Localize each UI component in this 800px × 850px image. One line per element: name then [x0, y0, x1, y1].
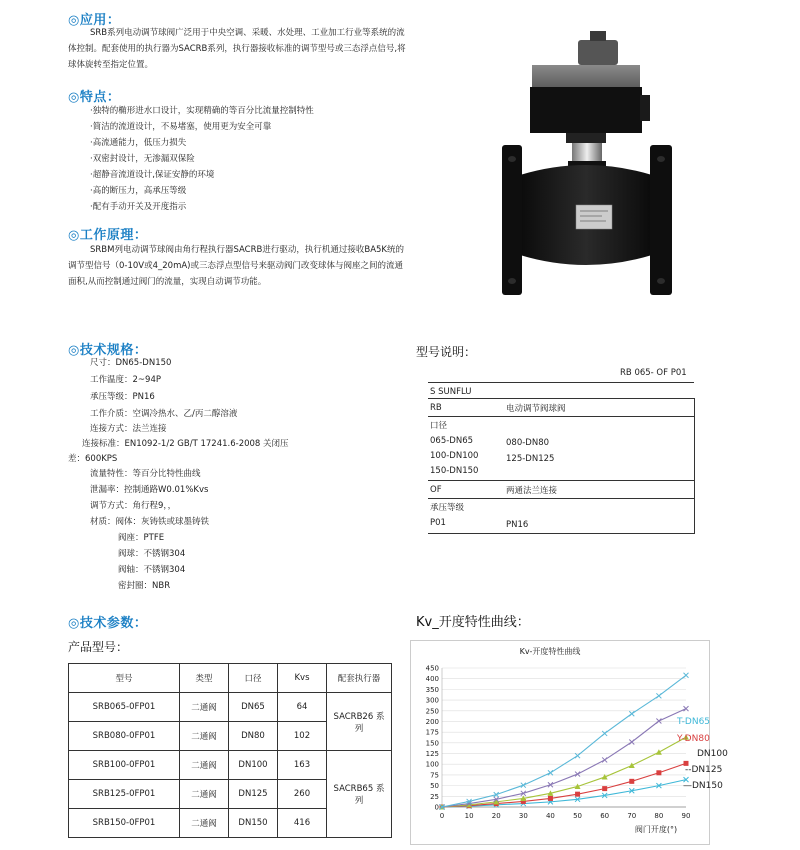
y-tick-label: 75	[430, 771, 439, 780]
kv-section-title: Kv_开度特性曲线：	[416, 615, 530, 630]
table-row	[69, 751, 392, 780]
spec-line: 泄漏率：控制通路W0.01%Kvs	[90, 485, 209, 495]
data-point	[575, 792, 580, 797]
spec-line: 阀球：不锈钢304	[118, 549, 186, 559]
model-desc-right	[506, 435, 554, 467]
header-actuator: 配套执行器	[327, 664, 392, 693]
y-tick-label: 125	[425, 750, 439, 759]
spec-line: 承压等级：PN16	[90, 392, 155, 402]
model-desc-code: 口径	[430, 421, 448, 431]
cell-type: 二通阀	[180, 809, 229, 838]
feature-item: ·配有手动开关及开度指示	[90, 202, 187, 212]
model-code: RB 065- OF P01	[620, 368, 687, 378]
legend-marker: —	[683, 781, 692, 791]
model-desc-code: RB	[430, 403, 442, 413]
left-flange	[502, 145, 522, 295]
model-desc-code: OF	[430, 485, 442, 495]
cell-size: DN100	[229, 751, 278, 780]
spec-line: 连接标准：EN1092-1/2 GB/T 17241.6-2008 关闭压	[82, 439, 289, 449]
spec-line: 连接方式：法兰连接	[90, 424, 167, 434]
kv-chart	[410, 640, 710, 845]
table-row	[69, 693, 392, 722]
y-tick-label: 50	[430, 782, 439, 791]
legend-item	[685, 765, 722, 775]
legend-label: T-DN65	[677, 717, 711, 727]
cell-size: DN65	[229, 693, 278, 722]
feature-item: ·高的断压力，高承压等级	[90, 186, 187, 196]
model-desc-left	[430, 483, 442, 498]
legend-label: DN150	[692, 781, 723, 791]
spec-line: 阀轴：不锈钢304	[118, 565, 186, 575]
application-title: ◎应用：	[68, 13, 121, 28]
feature-item: ·高流通能力，低压力损失	[90, 138, 187, 148]
feature-item: ·双密封设计，无渗漏双保险	[90, 154, 195, 164]
cell-kvs: 163	[278, 751, 327, 780]
legend-marker: --	[685, 765, 692, 775]
features-title: ◎特点：	[68, 90, 121, 105]
actuator-handle	[578, 40, 618, 65]
model-desc-left	[430, 419, 478, 479]
legend-item	[677, 734, 710, 744]
tech-params-title: ◎技术参数：	[68, 616, 148, 631]
model-desc-right	[506, 401, 566, 417]
spec-line: 工作介质：空调冷热水、乙/丙二醇溶液	[90, 409, 238, 419]
model-desc-right	[506, 517, 528, 533]
data-point	[548, 796, 553, 801]
specs-title: ◎技术规格：	[68, 343, 148, 358]
feature-item: ·简洁的流道设计，不易堵塞，使用更为安全可靠	[90, 122, 272, 132]
x-tick-label: 30	[518, 812, 528, 820]
cell-model: SRB080-0FP01	[69, 722, 180, 751]
model-desc-row	[428, 382, 694, 399]
model-desc-row	[428, 498, 695, 534]
header-model: 型号	[69, 664, 180, 693]
y-tick-label: 200	[425, 717, 439, 726]
y-tick-label: 25	[430, 792, 439, 801]
cell-kvs: 64	[278, 693, 327, 722]
valve-neck	[572, 143, 602, 161]
legend-item	[683, 781, 723, 791]
application-text: SRB系列电动调节球阀广泛用于中央空调、采暖、水处理、工业加工行业等系统的流体控制。配套使用的执行器为SACRB系列，执行器接收标准的调节型号或三态浮点信号,将球体旋转至指定位置。	[68, 28, 406, 70]
legend-item	[697, 749, 728, 759]
model-desc-right	[506, 483, 557, 499]
data-point	[656, 770, 661, 775]
data-point	[602, 786, 607, 791]
cell-kvs: 102	[278, 722, 327, 751]
model-desc-meaning: 080-DN80	[506, 438, 550, 448]
spec-line: 工作温度：2~94P	[90, 375, 161, 385]
model-desc-row	[428, 480, 695, 499]
model-desc-code: P01	[430, 518, 446, 528]
chart-frame	[411, 641, 710, 845]
nameplate	[576, 205, 612, 229]
y-tick-label: 175	[425, 728, 439, 737]
spec-line: 调节方式：角行程9，，	[90, 501, 177, 511]
cell-actuator: SACRB65 系列	[327, 751, 392, 838]
actuator-cover	[532, 65, 640, 89]
model-desc-meaning: 两通法兰连接	[506, 486, 558, 496]
legend-label: Y-DN80	[677, 734, 710, 744]
spec-line: 阀座：PTFE	[118, 533, 165, 543]
legend-label: DN125	[691, 765, 723, 775]
principle-title: ◎工作原理：	[68, 228, 148, 243]
model-desc-row	[428, 398, 695, 417]
model-desc-code: S SUNFLU	[430, 387, 472, 397]
model-desc-left	[430, 501, 464, 531]
model-desc-meaning: 电动调节阀球阀	[506, 404, 566, 414]
spec-line: 流量特性：等百分比特性曲线	[90, 469, 201, 479]
cell-type: 二通阀	[180, 693, 229, 722]
cell-size: DN150	[229, 809, 278, 838]
x-tick-label: 60	[600, 812, 610, 820]
header-type: 类型	[180, 664, 229, 693]
cell-kvs: 260	[278, 780, 327, 809]
y-tick-label: 300	[425, 696, 439, 705]
x-tick-label: 10	[464, 812, 474, 820]
model-desc-meaning: 125-DN125	[506, 454, 555, 464]
header-size: 口径	[229, 664, 278, 693]
spec-line: 密封圈：NBR	[118, 581, 171, 591]
x-tick-label: 40	[545, 812, 555, 820]
spec-line: 材质：阀体：灰铸铁或球墨铸铁	[90, 517, 210, 527]
cell-actuator: SACRB26 系列	[327, 693, 392, 751]
feature-item: ·超静音流道设计,保证安静的环境	[90, 170, 215, 180]
spec-line: 差：600KPS	[68, 454, 118, 464]
header-kvs: Kvs	[278, 664, 327, 693]
model-desc-meaning: PN16	[506, 520, 529, 530]
y-tick-label: 450	[425, 664, 439, 673]
model-table	[68, 663, 392, 838]
y-tick-label: 350	[425, 685, 439, 694]
x-tick-label: 80	[654, 812, 664, 820]
y-tick-label: 400	[425, 675, 439, 684]
legend-item	[677, 717, 710, 727]
product-model-title: 产品型号：	[68, 640, 129, 654]
model-desc-left	[430, 401, 442, 416]
cell-type: 二通阀	[180, 780, 229, 809]
chart-title: Kv-开度特性曲线	[519, 647, 581, 656]
model-desc-code: 065-DN65	[430, 436, 474, 446]
cell-model: SRB125-0FP01	[69, 780, 180, 809]
model-desc-code: 承压等级	[430, 503, 465, 513]
actuator-body	[530, 87, 642, 133]
cell-model: SRB150-0FP01	[69, 809, 180, 838]
x-tick-label: 0	[439, 812, 445, 820]
cell-model: SRB065-0FP01	[69, 693, 180, 722]
data-point	[629, 779, 634, 784]
valve-product-image	[490, 25, 690, 305]
principle-text: SRBM列电动调节球阀由角行程执行器SACRB进行驱动，执行机通过接收BA5K统的调节型信号（0-10V或4_20mA)或三态浮点型信号来驱动阀门改变球体与阀座之间的流通面积,从而控制通过阀门的流量，实现自动调节功能。	[68, 245, 404, 287]
x-tick-label: 20	[491, 812, 501, 820]
x-tick-label: 90	[681, 812, 691, 820]
cell-size: DN80	[229, 722, 278, 751]
model-desc-code: 100-DN100	[430, 451, 479, 461]
cell-size: DN125	[229, 780, 278, 809]
y-tick-label: 0	[434, 803, 439, 812]
cell-type: 二通阀	[180, 722, 229, 751]
model-desc-title: 型号说明：	[416, 345, 477, 359]
cell-model: SRB100-0FP01	[69, 751, 180, 780]
legend-label: DN100	[697, 749, 728, 759]
spec-line: 尺寸：DN65-DN150	[90, 358, 172, 368]
model-desc-row	[428, 416, 695, 481]
model-table-header	[69, 664, 392, 693]
x-tick-label: 70	[627, 812, 637, 820]
feature-item: ·独特的椭形进水口设计，实现精确的等百分比流量控制特性	[90, 106, 314, 116]
model-desc-code: 150-DN150	[430, 466, 479, 476]
right-flange	[650, 145, 672, 295]
x-tick-label: 50	[573, 812, 583, 820]
x-axis-label: 阀门开度(°)	[634, 825, 678, 834]
y-tick-label: 100	[425, 760, 439, 769]
cell-type: 二通阀	[180, 751, 229, 780]
cell-kvs: 416	[278, 809, 327, 838]
y-tick-label: 150	[425, 739, 439, 748]
y-tick-label: 250	[425, 707, 439, 716]
